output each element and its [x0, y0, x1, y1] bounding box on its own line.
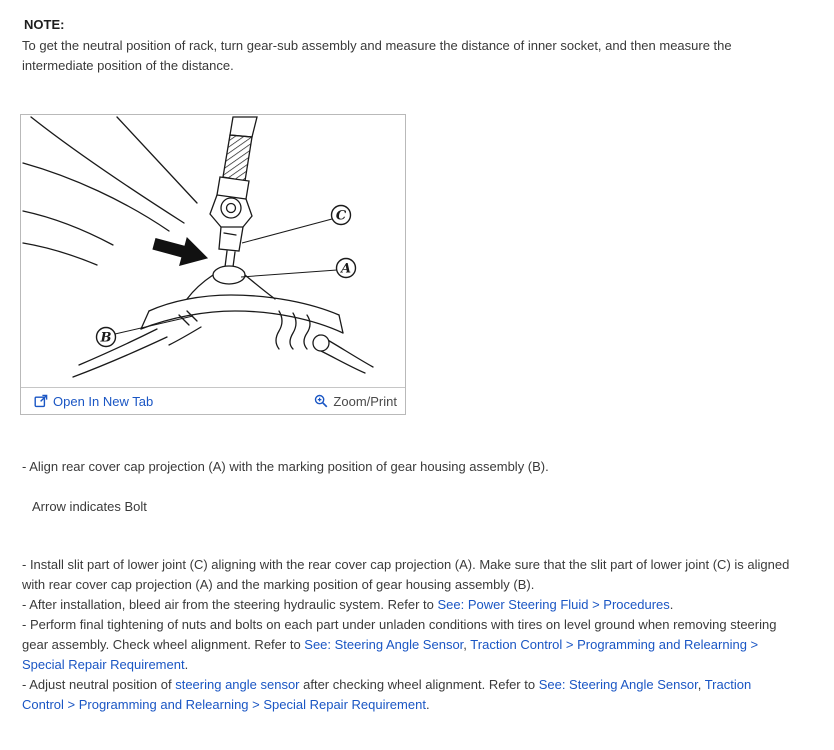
reference-link[interactable]: Traction Control > Programming and Relearning > Special Repair Requirement	[22, 677, 752, 712]
callout-b	[97, 328, 116, 347]
zoom-print-label: Zoom/Print	[333, 393, 397, 409]
steering-diagram-svg	[21, 115, 405, 387]
paragraph-text: - Perform final tightening of nuts and bolts on each part under unladen conditions with tires on level ground when removing steering gear assembly. Check wheel alignment. Refer to	[22, 617, 777, 652]
paragraph-text: - Install slit part of lower joint (C) aligning with the rear cover cap projection (A). Make sure that the slit part of lower joint (C) is aligned with rear cover cap projection (A) and the marking position of gear housing assembly (B).	[22, 557, 790, 592]
instruction-paragraph	[20, 615, 792, 675]
instruction-paragraph	[20, 555, 792, 595]
note-label: NOTE:	[24, 17, 65, 32]
steering-joint-diagram	[21, 115, 405, 387]
paragraph-text: ,	[697, 677, 705, 692]
paragraph-text: - Align rear cover cap projection (A) with the marking position of gear housing assembly (B).	[22, 459, 549, 474]
reference-link[interactable]: See: Power Steering Fluid > Procedures	[437, 597, 670, 612]
paragraph-text: .	[184, 657, 189, 672]
callout-a-label: A	[340, 261, 352, 277]
reference-link[interactable]: steering angle sensor	[175, 677, 300, 692]
bolt-arrow	[150, 229, 212, 272]
open-in-new-tab-icon	[34, 394, 48, 408]
paragraph-text: after checking wheel alignment. Refer to	[299, 677, 539, 692]
callout-c	[332, 206, 351, 225]
paragraph-text: Arrow indicates Bolt	[32, 499, 147, 514]
paragraph-text: ,	[463, 637, 471, 652]
reference-link[interactable]: Traction Control > Programming and Relearning > Special Repair Requirement	[22, 637, 759, 672]
note-block	[20, 16, 810, 76]
instruction-list	[20, 457, 810, 715]
instruction-paragraph	[20, 675, 792, 715]
instruction-paragraph	[20, 595, 792, 615]
open-in-new-tab-label: Open In New Tab	[53, 393, 154, 409]
paragraph-text: .	[669, 597, 674, 612]
paragraph-text: - After installation, bleed air from the steering hydraulic system. Refer to	[22, 597, 438, 612]
note-text: To get the neutral position of rack, turn gear-sub assembly and measure the distance of inner socket, and then measure the intermediate position of the distance.	[22, 38, 732, 73]
figure-toolbar	[21, 387, 405, 414]
callout-a	[337, 259, 356, 278]
zoom-print-link[interactable]	[314, 394, 397, 409]
paragraph-text: - Adjust neutral position of	[22, 677, 176, 692]
instruction-paragraph	[20, 457, 792, 477]
figure-panel	[20, 114, 406, 415]
reference-link[interactable]: See: Steering Angle Sensor	[304, 637, 464, 652]
zoom-icon	[314, 394, 328, 408]
paragraph-text: .	[425, 697, 430, 712]
callout-b-label: B	[100, 330, 112, 346]
instruction-paragraph	[20, 497, 792, 517]
reference-link[interactable]: See: Steering Angle Sensor	[538, 677, 698, 692]
callout-c-label: C	[335, 208, 347, 224]
open-in-new-tab-link[interactable]	[34, 394, 153, 409]
